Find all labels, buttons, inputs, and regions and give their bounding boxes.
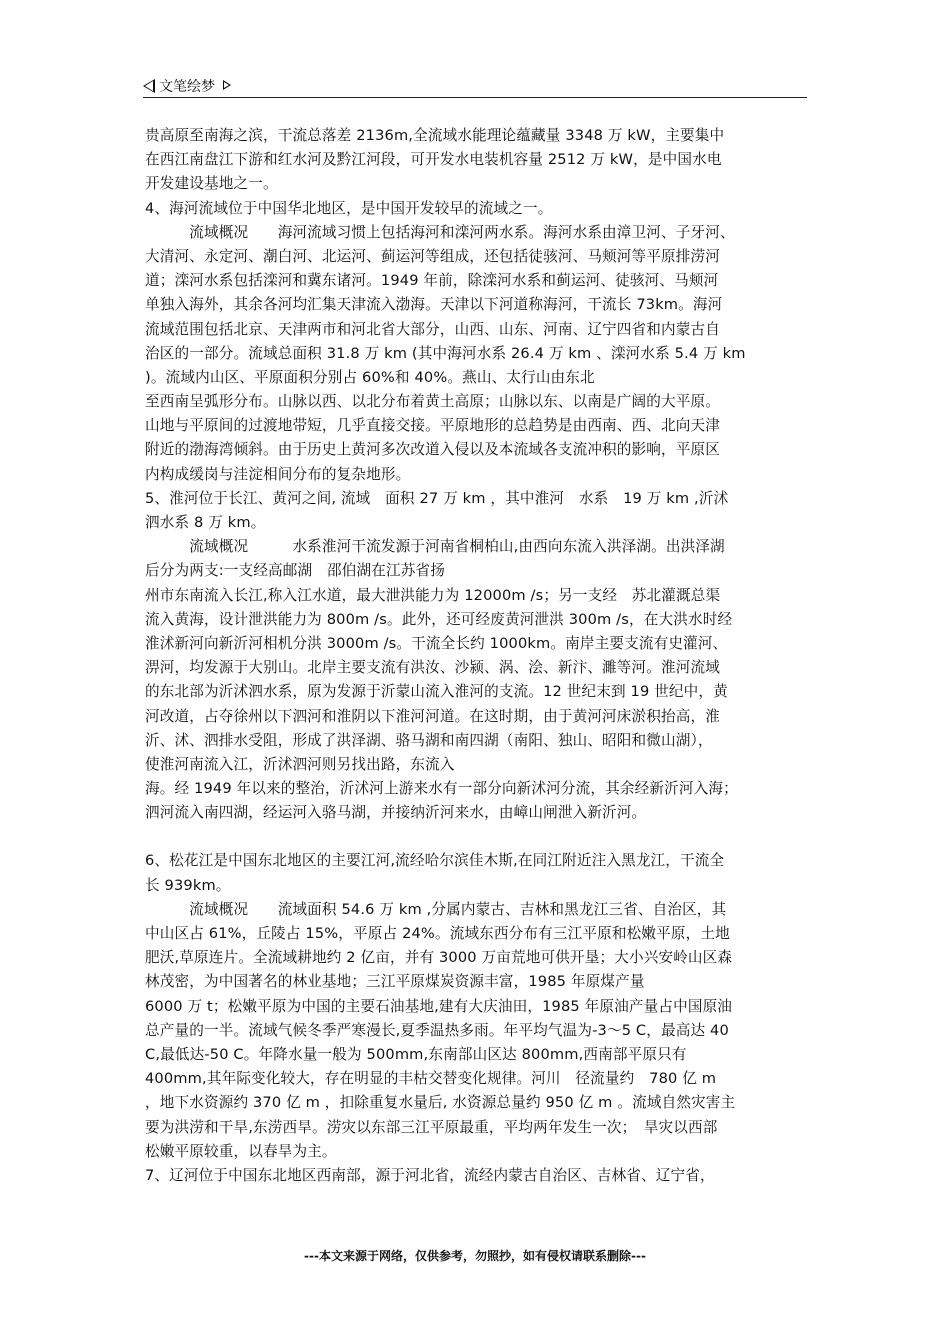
text-line: 使淮河南流入江，沂沭泗河则另找出路，东流入 xyxy=(145,755,455,773)
text-line: 开发建设基地之一。 xyxy=(145,175,278,193)
text-line: 中山区占 61%，丘陵占 15%，平原占 24%。流域东西分布有三江平原和松嫩平原，土地 xyxy=(145,925,730,942)
text-line: 单独入海外，其余各河均汇集天津流入渤海。天津以下河道称海河，干流长 73km。海河 xyxy=(145,296,723,314)
text-line: 治区的一部分。流域总面积 31.8 万 km (其中海河水系 26.4 万 km 、滦河水系 5.4 万 km xyxy=(145,344,746,362)
text-line: 要为洪涝和干旱,东涝西旱。涝灾以东部三江平原最重，平均两年发生一次； 旱灾以西部 xyxy=(145,1118,718,1136)
document-body xyxy=(145,124,825,1188)
text-line: 大清河、永定河、潮白河、北运河、蓟运河等组成，还包括徒骇河、马颊河等平原排涝河 xyxy=(145,247,721,265)
text-line: 道；滦河水系包括滦河和冀东诸河。1949 年前，除滦河水系和蓟运河、徒骇河、马颊河 xyxy=(145,272,719,290)
text-line: 淮沭新河向新沂河相机分洪 3000m /s。干流全长约 1000km。南岸主要支流有史灌河、 xyxy=(145,634,728,652)
text-line: 林茂密，为中国著名的林业基地；三江平原煤炭资源丰富，1985 年原煤产量 xyxy=(145,973,645,991)
text-line: 附近的渤海湾倾斜。由于历史上黄河多次改道入侵以及本流域各支流冲积的影响，平原区 xyxy=(145,441,721,459)
text-line: 流入黄海，设计泄洪能力为 800m /s。此外，还可经废黄河泄洪 300m /s，在大洪水时经 xyxy=(145,610,733,628)
text-line: 6、松花江是中国东北地区的主要江河,流经哈尔滨佳木斯,在同江附近注入黑龙江，干流全 xyxy=(145,852,725,870)
text-line: 流域概况 海河流域习惯上包括海河和滦河两水系。海河水系由漳卫河、子牙河、 xyxy=(145,223,735,241)
text-line: C,最低达-50 C。年降水量一般为 500mm,东南部山区达 800mm,西南部平原只有 xyxy=(145,1045,687,1063)
right-triangle-icon xyxy=(223,80,231,90)
header-rule xyxy=(143,97,807,98)
text-line: 河改道，占夺徐州以下泗河和淮阴以下淮河河道。在这时期，由于黄河河床淤积抬高，淮 xyxy=(145,707,721,725)
left-triangle-icon xyxy=(143,79,155,93)
text-line: 淠河，均发源于大别山。北岸主要支流有洪汝、沙颍、涡、浍、新汴、濉等河。淮河流域 xyxy=(145,659,721,677)
text-line: 肥沃,草原连片。全流域耕地约 2 亿亩，并有 3000 万亩荒地可供开垦；大小兴安岭山区森 xyxy=(145,949,733,967)
text-line: 泗水系 8 万 km。 xyxy=(145,514,266,531)
text-line: 州市东南流入长江,称入江水道，最大泄洪能力为 12000m /s；另一支经 苏北灌溉总渠 xyxy=(145,586,721,604)
text-line: ，地下水资源约 370 亿 m ，扣除重复水量后, 水资源总量约 950 亿 m 。流域自然灾害主 xyxy=(145,1094,736,1112)
text-line: 后分为两支:一支经高邮湖 邵伯湖在江苏省扬 xyxy=(145,562,445,580)
footer-disclaimer: ---本文来源于网络，仅供参考，勿照抄，如有侵权请联系删除--- xyxy=(304,1249,646,1263)
text-line: 流域概况 水系淮河干流发源于河南省桐柏山,由西向东流入洪泽湖。出洪泽湖 xyxy=(145,538,725,556)
text-line: 总产量的一半。流域气候冬季严寒漫长,夏季温热多雨。年平均气温为-3～5 C，最高达 40 xyxy=(145,1021,729,1039)
text-line: 泗河流入南四湖，经运河入骆马湖，并接纳沂河来水，由嶂山闸泄入新沂河。 xyxy=(145,804,647,822)
text-line: 至西南呈弧形分布。山脉以西、以北分布着黄土高原；山脉以东、以南是广阔的大平原。 xyxy=(145,393,721,411)
text-line: 流域范围包括北京、天津两市和河北省大部分，山西、山东、河南、辽宁四省和内蒙古自 xyxy=(145,320,721,338)
text-line: 山地与平原间的过渡地带短，几乎直接交接。平原地形的总趋势是由西南、西、北向天津 xyxy=(145,417,721,435)
text-line: 流域概况 流域面积 54.6 万 km ,分属内蒙古、吉林和黑龙江三省、自治区，其 xyxy=(145,900,727,918)
text-line: 松嫩平原较重，以春旱为主。 xyxy=(145,1142,337,1160)
text-line: 沂、沭、泗排水受阻，形成了洪泽湖、骆马湖和南四湖（南阳、独山、昭阳和微山湖）， xyxy=(145,731,713,749)
header-logo-text: 文笔绘梦 xyxy=(159,79,215,95)
text-line: 的东北部为沂沭泗水系，原为发源于沂蒙山流入淮河的支流。12 世纪末到 19 世纪中，黄 xyxy=(145,683,728,701)
blank-line xyxy=(145,825,825,849)
text-line: 400mm,其年际变化较大，存在明显的丰枯交替变化规律。河川 径流量约 780 亿 m xyxy=(145,1070,717,1088)
text-line: 6000 万 t；松嫩平原为中国的主要石油基地,建有大庆油田，1985 年原油产量占中国原油 xyxy=(145,997,733,1015)
text-line: 内构成缓岗与洼淀相间分布的复杂地形。 xyxy=(145,465,411,483)
text-line: 7、辽河位于中国东北地区西南部，源于河北省，流经内蒙古自治区、吉林省、辽宁省， xyxy=(145,1166,715,1184)
text-line: 海。经 1949 年以来的整治，沂沭河上游来水有一部分向新沭河分流，其余经新沂河入海； xyxy=(145,780,738,798)
text-line: 5、淮河位于长江、黄河之间, 流域 面积 27 万 km ，其中淮河 水系 19 万 km ,沂沭 xyxy=(145,489,729,507)
text-line: 长 939km。 xyxy=(145,876,231,894)
page-header xyxy=(143,72,807,98)
header-logo xyxy=(143,76,231,96)
text-line: 在西江南盘江下游和红水河及黔江河段，可开发水电装机容量 2512 万 kW，是中国水电 xyxy=(145,151,722,169)
text-line: )。流域内山区、平原面积分别占 60%和 40%。燕山、太行山由东北 xyxy=(145,368,595,386)
text-line: 贵高原至南海之滨，干流总落差 2136m,全流域水能理论蕴藏量 3348 万 kW，主要集中 xyxy=(145,127,725,144)
text-line: 4、海河流域位于中国华北地区，是中国开发较早的流域之一。 xyxy=(145,199,553,217)
